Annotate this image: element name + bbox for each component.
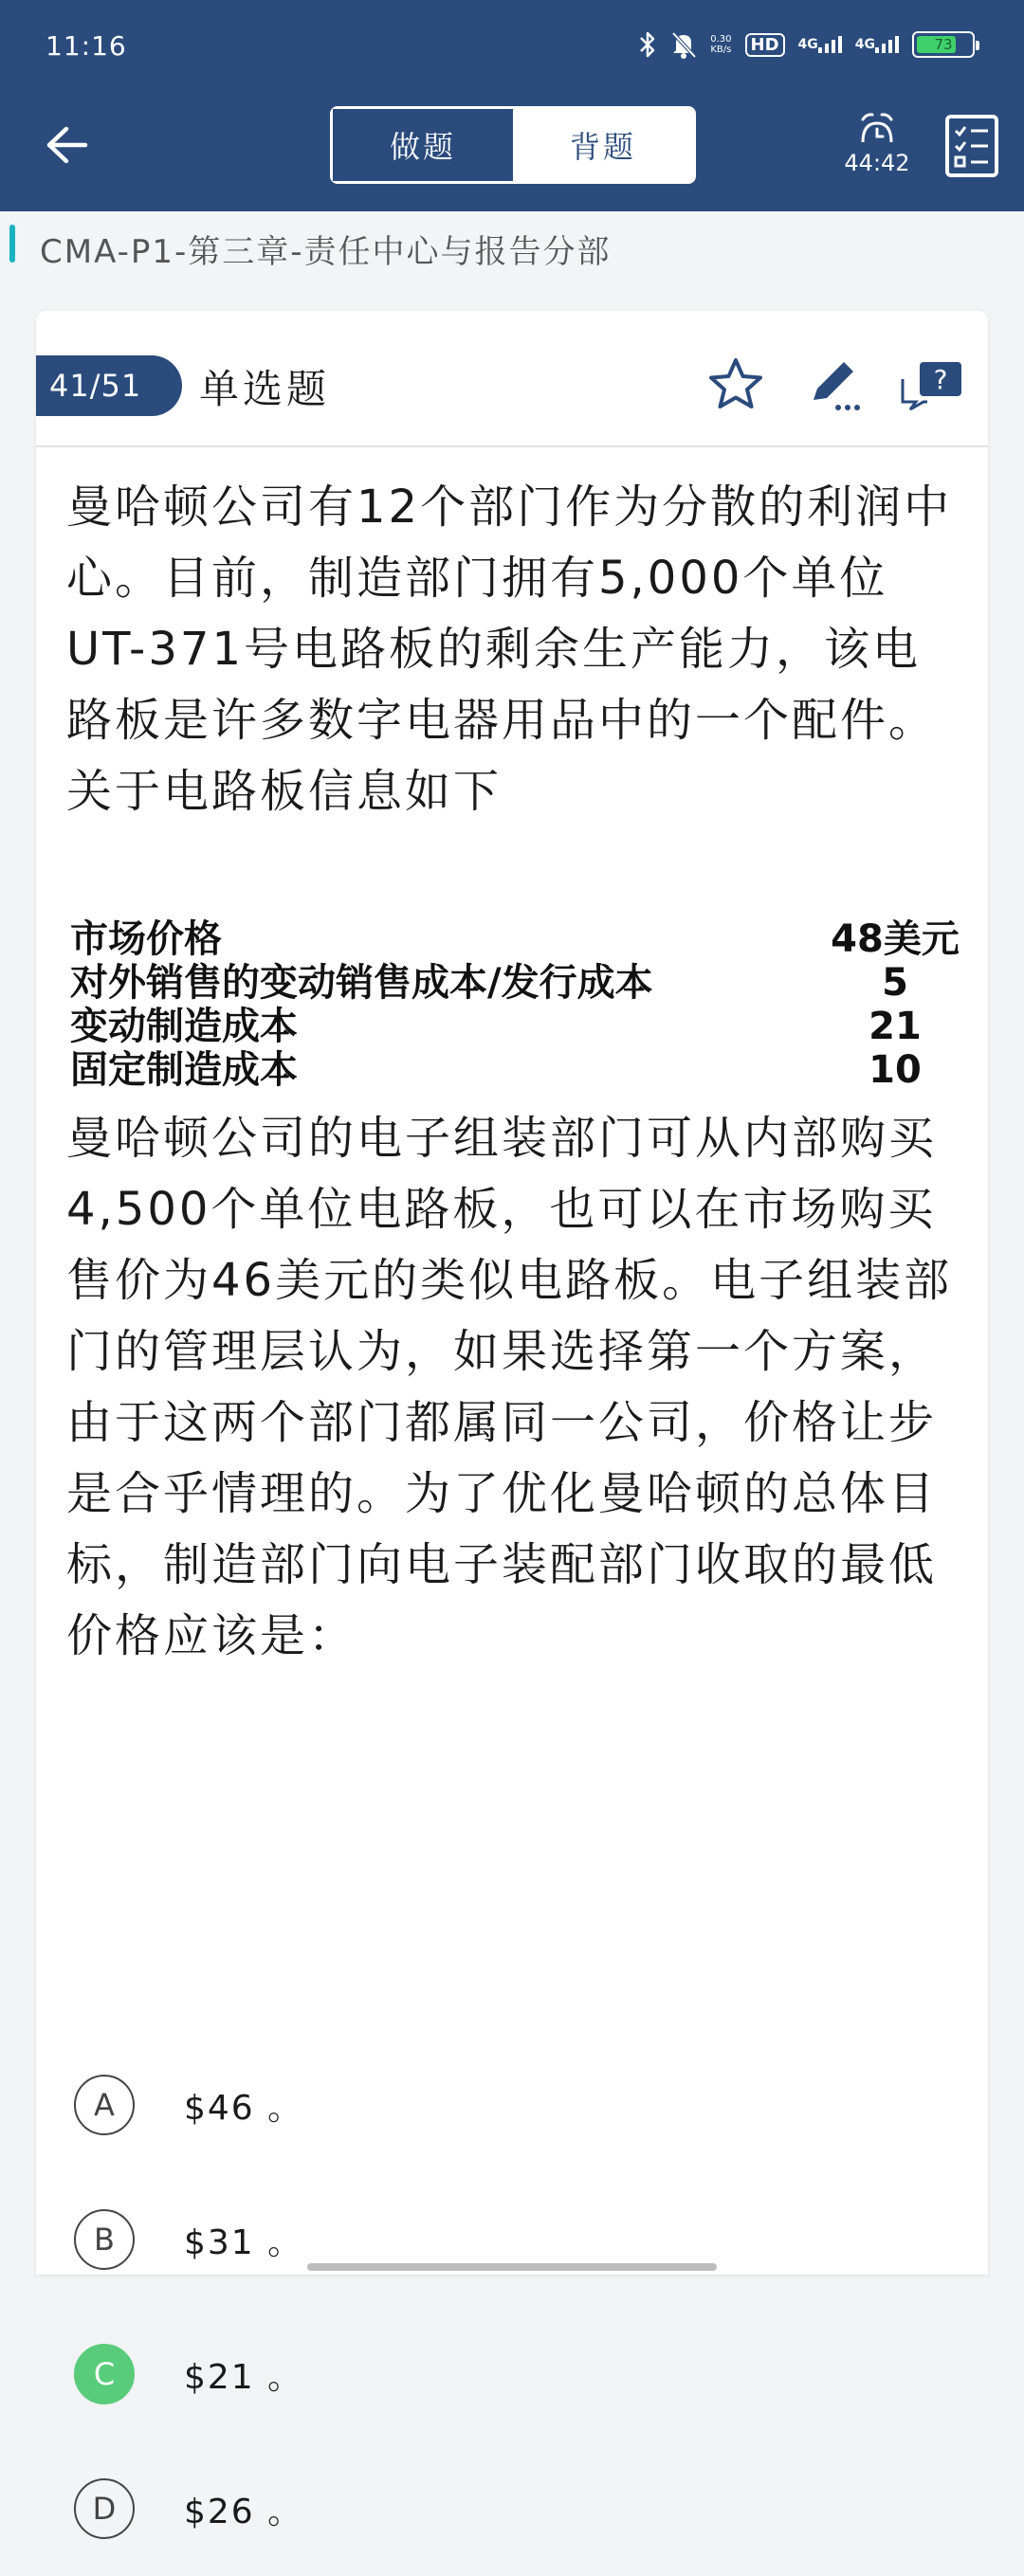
question-text-continued: 曼哈顿公司的电子组装部门可从内部购买4,500个单位电路板，也可以在市场购买售价为46美元的类似电路板。电子组装部门的管理层认为，如果选择第一个方案，由于这两个部门都属同一公司，价格让步是合乎情理的。为了优化曼哈顿的总体目标，制造部门向电子装配部门收取的最低价格应该是： [66, 1112, 953, 1662]
status-icons [638, 30, 975, 59]
table-label: 变动制造成本 [70, 1005, 298, 1048]
network-type-2: 4G [854, 37, 875, 52]
option-b[interactable] [36, 2172, 988, 2307]
signal-bars-icon [818, 36, 842, 53]
status-time: 11:16 [46, 30, 127, 62]
question-type: 单选题 [199, 366, 331, 412]
mute-bell-icon [670, 30, 697, 59]
option-d[interactable] [36, 2441, 988, 2576]
star-icon [705, 354, 766, 415]
tab-do-questions[interactable]: 做题 [333, 109, 513, 181]
favorite-button[interactable] [705, 354, 766, 415]
note-button[interactable] [806, 354, 867, 415]
table-row [70, 961, 961, 1005]
option-letter: D [74, 2478, 135, 2539]
question-text: 曼哈顿公司有12个部门作为分散的利润中心。目前，制造部门拥有5,000个单位UT-371号电路板的剩余生产能力，该电路板是许多数字电器用品中的一个配件。关于电路板信息如下 [66, 481, 953, 818]
question-list-button[interactable] [944, 114, 999, 178]
checklist-icon [944, 114, 999, 178]
table-label: 市场价格 [70, 917, 222, 961]
battery-cap [976, 41, 979, 50]
tab-memorize[interactable]: 背题 [513, 109, 693, 181]
breadcrumb [0, 211, 1024, 278]
table-value: 5 [882, 961, 908, 1005]
table-value: 10 [869, 1048, 922, 1092]
option-letter: C [74, 2344, 135, 2404]
battery-icon [912, 31, 975, 58]
data-table [70, 917, 961, 1092]
speed-unit: KB/s [710, 45, 732, 55]
alarm-clock-icon [853, 110, 901, 144]
question-number: 41/51 [36, 355, 182, 416]
option-letter: B [74, 2209, 135, 2270]
option-text: $46 。 [184, 2088, 304, 2128]
option-a[interactable] [36, 2038, 988, 2172]
option-letter: A [74, 2075, 135, 2135]
question-feedback-button[interactable] [899, 354, 960, 415]
status-bar [0, 0, 1024, 95]
breadcrumb-text: CMA-P1-第三章-责任中心与报告分部 [40, 233, 612, 271]
table-label: 对外销售的变动销售成本/发行成本 [70, 961, 653, 1005]
option-text: $21 。 [184, 2357, 304, 2397]
home-indicator[interactable] [307, 2263, 717, 2271]
signal-2 [855, 36, 899, 53]
svg-text:?: ? [933, 364, 948, 395]
option-text: $26 。 [184, 2492, 304, 2531]
pencil-icon [806, 354, 867, 415]
signal-1 [798, 36, 842, 53]
table-row [70, 917, 961, 961]
question-header [36, 311, 988, 447]
timer[interactable] [834, 110, 920, 176]
signal-bars-icon [875, 36, 899, 53]
network-speed [710, 34, 731, 55]
timer-text: 44:42 [844, 150, 910, 176]
table-value: 21 [869, 1005, 922, 1048]
table-row [70, 1048, 961, 1092]
arrow-left-icon [44, 121, 91, 169]
option-text: $31 。 [184, 2222, 304, 2262]
table-value: 48美元 [831, 917, 960, 961]
speed-value: 0.30 [710, 34, 732, 45]
app-header [0, 0, 1024, 211]
mode-tabs [330, 106, 696, 184]
option-c[interactable] [36, 2307, 988, 2441]
table-label: 固定制造成本 [70, 1048, 298, 1092]
table-row [70, 1005, 961, 1048]
hd-badge: HD [745, 33, 785, 57]
question-card [36, 311, 988, 2531]
help-chat-icon [899, 354, 965, 415]
network-type-1: 4G [797, 37, 818, 52]
bluetooth-icon [638, 30, 657, 59]
breadcrumb-accent-bar [9, 225, 15, 263]
back-button[interactable] [44, 121, 91, 169]
battery-level: 73 [934, 36, 953, 53]
